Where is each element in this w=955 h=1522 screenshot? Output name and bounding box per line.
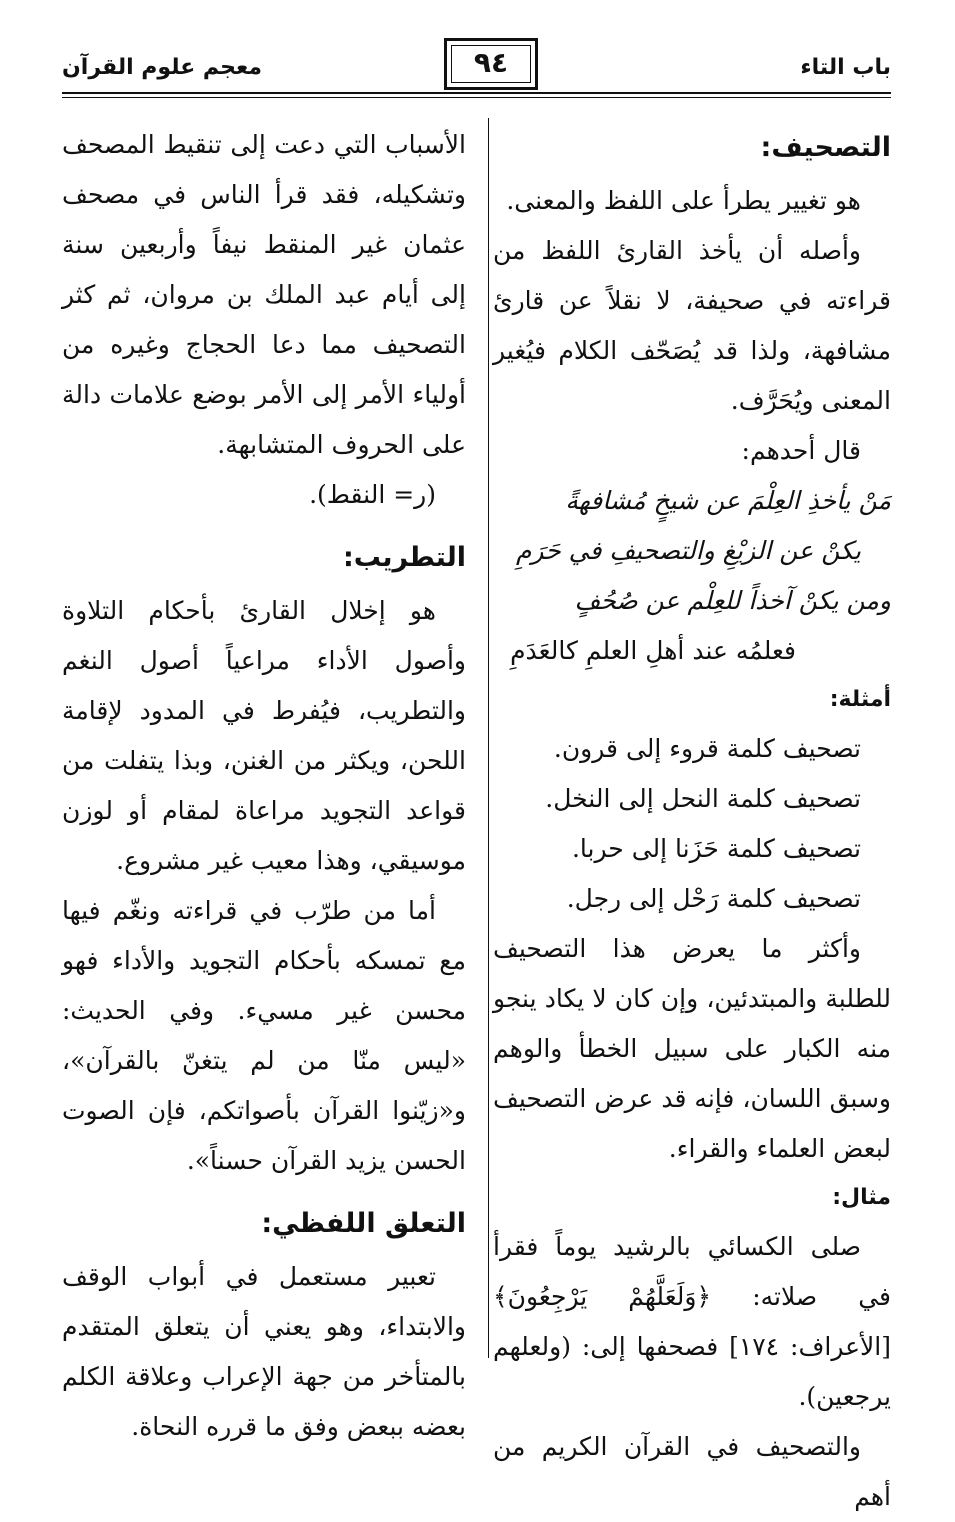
entry-heading-tatreeb: التطريب: (342, 542, 466, 573)
book-title: معجم علوم القرآن (62, 55, 263, 80)
example-item: تصحيف كلمة حَزَنا إلى حربا. (571, 834, 861, 863)
cross-reference: (ر= النقط). (309, 480, 436, 509)
entry-heading-taalluq: التعلق اللفظي: (261, 1208, 466, 1239)
poem-verse: فعلمُه عند أهلِ العلمِ كالعَدَمِ (510, 636, 796, 665)
tatreeb-hadith-paragraph: أما من طرّب في قراءته ونغّم فيها مع تمسكه بأحكام التجويد والأداء فهو محسن غير مسيء. وفي الحديث: «ليس منّا من لم يتغنّ بالقرآن»، و«زيّنوا القرآن بأصواتكم، فإن الصوت الحسن يزيد القرآن حسناً». (62, 896, 466, 1175)
column-divider (488, 118, 489, 1358)
chapter-title: باب التاء (800, 55, 891, 80)
definition-paragraph: هو تغيير يطرأ على اللفظ والمعنى. (506, 186, 861, 215)
poem-verse: يكنْ عن الزيْغِ والتصحيفِ في حَرَمِ (515, 536, 861, 565)
poem-verse: ومن يكنْ آخذاً للعِلْم عن صُحُفٍ (574, 586, 891, 615)
examples-heading: أمثلة: (829, 687, 891, 712)
example-heading: مثال: (832, 1185, 891, 1210)
frequency-paragraph: وأكثر ما يعرض هذا التصحيف للطلبة والمبتدئين، وإن كان لا يكاد ينجو منه الكبار على سبيل الخطأ والوهم وسبق اللسان، فإنه قد عرض التصحيف لبعض العلماء والقراء. (493, 934, 891, 1163)
right-column (493, 120, 891, 1522)
poem-intro: قال أحدهم: (741, 436, 861, 465)
continued-paragraph: الأسباب التي دعت إلى تنقيط المصحف وتشكيله، فقد قرأ الناس في مصحف عثمان غير المنقط نيفاً وأربعين سنة إلى أيام عبد الملك بن مروان، ثم كثر التصحيف مما دعا الحجاج وغيره من أولياء الأمر إلى الأمر بوضع علامات دالة على الحروف المتشابهة. (62, 130, 466, 459)
page-number: ٩٤ (473, 46, 509, 79)
entry-heading-tasheef: التصحيف: (760, 132, 891, 163)
origin-paragraph: وأصله أن يأخذ القارئ اللفظ من قراءته في صحيفة، لا نقلاً عن قارئ مشافهة، ولذا قد يُصَحّف الكلام فيُغير المعنى ويُحَرَّف. (493, 236, 891, 415)
example-item: تصحيف كلمة النحل إلى النخل. (545, 784, 861, 813)
header-rule-thin (62, 97, 891, 98)
example-item: تصحيف كلمة رَحْل إلى رجل. (566, 884, 861, 913)
left-column (62, 120, 466, 1452)
page-number-box (444, 38, 538, 90)
poem-verse: مَنْ يأخذِ العِلْمَ عن شيخٍ مُشافهةً (565, 486, 891, 515)
kisai-example-paragraph: صلى الكسائي بالرشيد يوماً فقرأ في صلاته: ﴿وَلَعَلَّهُمْ يَرْجِعُونَ﴾ [الأعراف: ١٧٤] فصحفها إلى: (ولعلهم يرجعين). (493, 1232, 891, 1411)
taalluq-definition: تعبير مستعمل في أبواب الوقف والابتداء، وهو يعني أن يتعلق المتقدم بالمتأخر من جهة الإعراب وعلاقة الكلم بعضه ببعض وفق ما قرره النحاة. (62, 1262, 466, 1441)
tatreeb-definition: هو إخلال القارئ بأحكام التلاوة وأصول الأداء مراعياً أصول النغم والتطريب، فيُفرط في المدود لإقامة اللحن، ويكثر من الغنن، وبذا يتفلت من قواعد التجويد مراعاة لمقام أو لوزن موسيقي، وهذا معيب غير مشروع. (62, 596, 466, 875)
example-item: تصحيف كلمة قروء إلى قرون. (553, 734, 861, 763)
header-rule (62, 92, 891, 94)
continuation-paragraph: والتصحيف في القرآن الكريم من أهم (493, 1432, 891, 1511)
